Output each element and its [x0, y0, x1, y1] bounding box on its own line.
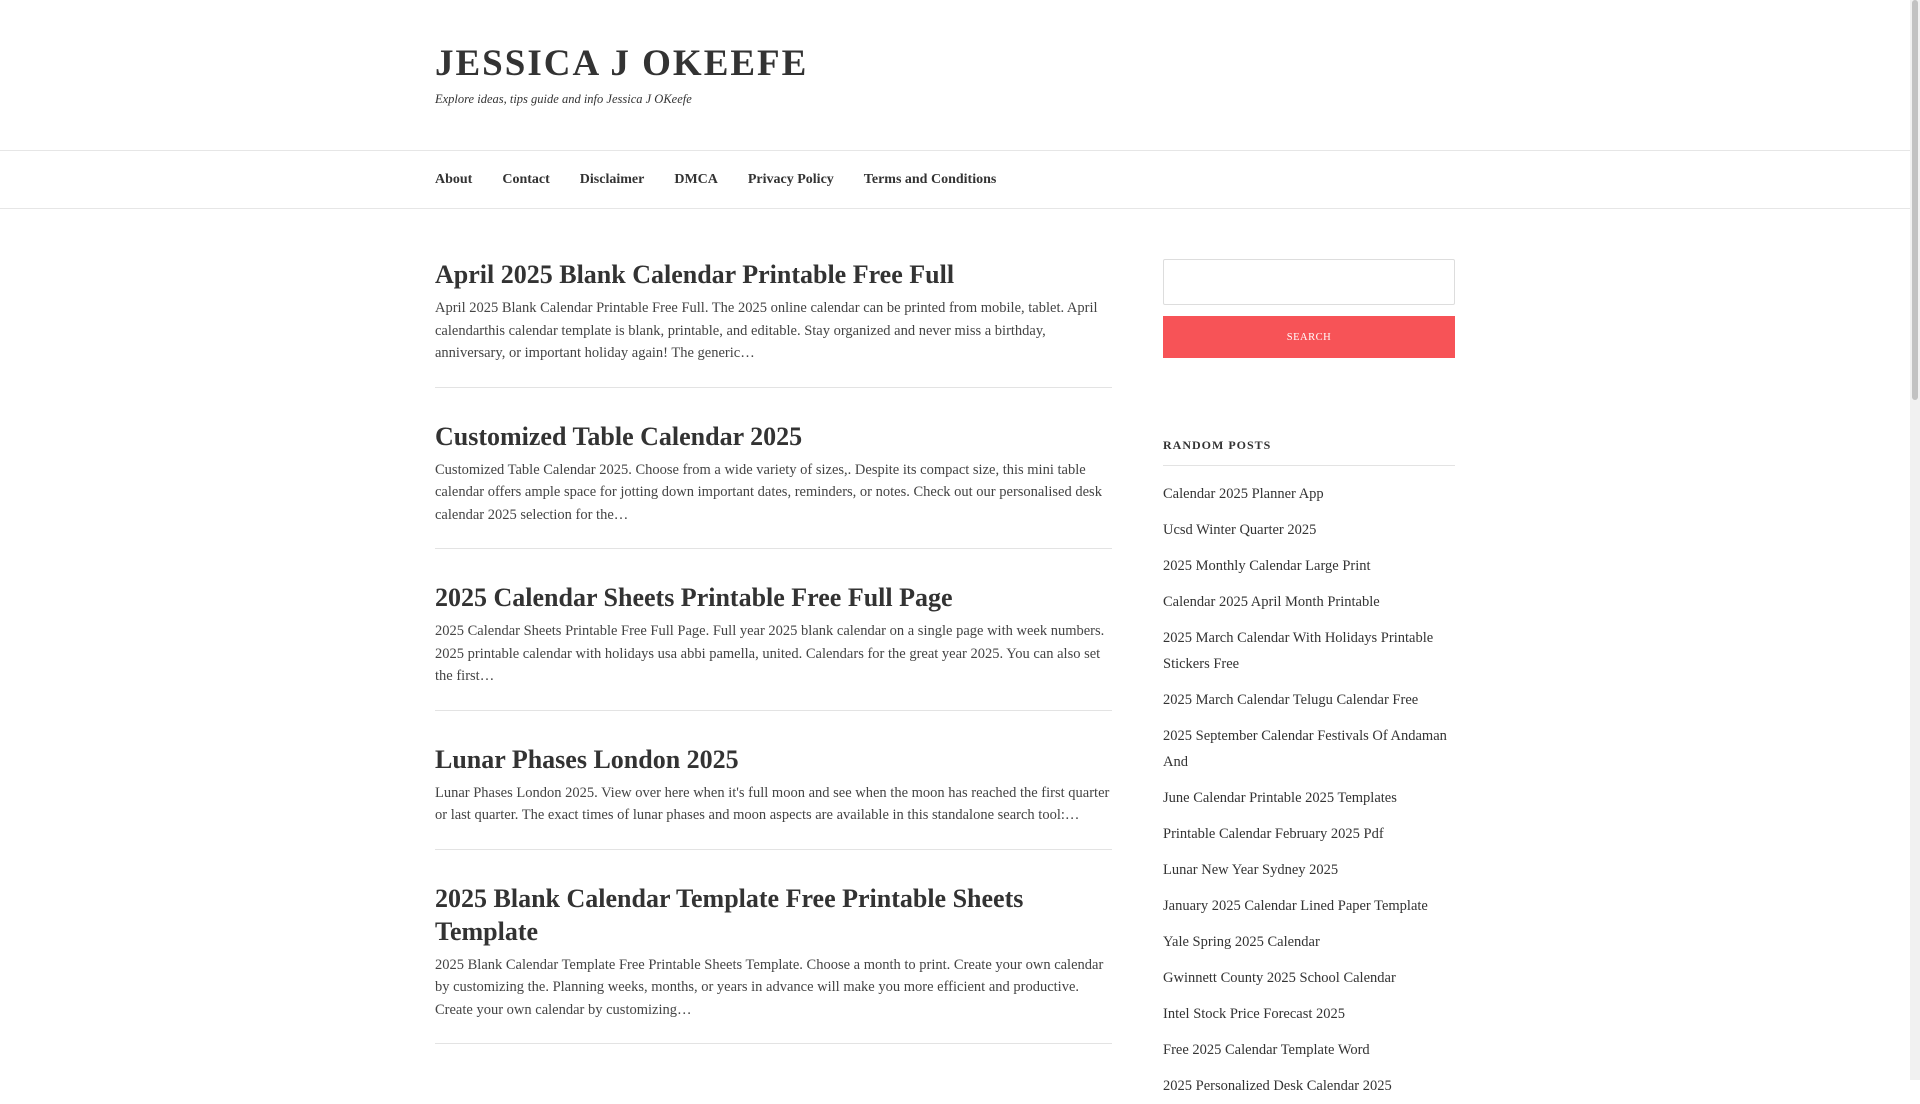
scrollbar-thumb[interactable]	[1912, 0, 1918, 400]
main-nav	[435, 151, 1026, 208]
random-post-link[interactable]: 2025 March Calendar With Holidays Printable Stickers Free	[1163, 630, 1434, 672]
post-item	[435, 882, 1112, 1045]
site-tagline: Explore ideas, tips guide and info Jessica J OKeefe	[435, 92, 692, 106]
post-item	[435, 581, 1112, 711]
random-posts-list	[1163, 476, 1455, 1104]
random-post-link[interactable]: Calendar 2025 April Month Printable	[1163, 594, 1380, 610]
nav-item-disclaimer[interactable]: Disclaimer	[579, 171, 645, 187]
random-post-link[interactable]: Ucsd Winter Quarter 2025	[1163, 522, 1317, 538]
post-excerpt: April 2025 Blank Calendar Printable Free Full. The 2025 online calendar can be printed from mobile, tablet. April calendarthis calendar template is blank, printable, and editable. Stay organized and never miss a birthday, anniversary, or important holiday again! The generic…	[435, 300, 1098, 361]
search-button[interactable]: SEARCH	[1163, 316, 1455, 358]
post-excerpt: 2025 Blank Calendar Template Free Printable Sheets Template. Choose a month to print. Create your own calendar by customizing the. Planning weeks, months, or years in advance will make you more efficient and productive. Create your own calendar by customizing…	[435, 956, 1104, 1018]
nav-bar	[0, 150, 1910, 209]
post-excerpt: Lunar Phases London 2025. View over here when it's full moon and see when the moon has reached the first quarter or last quarter. The exact times of lunar phases and moon aspects are available in this standalone search tool:…	[435, 784, 1110, 823]
random-post-link[interactable]: Printable Calendar February 2025 Pdf	[1163, 826, 1384, 842]
random-post-link[interactable]: Yale Spring 2025 Calendar	[1163, 934, 1320, 950]
post-list	[435, 258, 1112, 1076]
random-post-link[interactable]: 2025 Monthly Calendar Large Print	[1163, 558, 1371, 574]
random-post-link[interactable]: Lunar New Year Sydney 2025	[1163, 862, 1339, 878]
nav-item-dmca[interactable]: DMCA	[674, 171, 718, 187]
random-post-link[interactable]: June Calendar Printable 2025 Templates	[1163, 790, 1397, 806]
post-title[interactable]: Lunar Phases London 2025	[435, 744, 739, 774]
site-header	[435, 42, 808, 107]
random-post-link[interactable]: Free 2025 Calendar Template Word	[1163, 1042, 1370, 1058]
random-post-link[interactable]: Gwinnett County 2025 School Calendar	[1163, 970, 1396, 986]
nav-item-privacy-policy[interactable]: Privacy Policy	[747, 171, 834, 187]
random-post-link[interactable]: January 2025 Calendar Lined Paper Template	[1163, 898, 1428, 914]
post-item	[435, 258, 1112, 388]
post-excerpt: Customized Table Calendar 2025. Choose from a wide variety of sizes,. Despite its compact size, this mini table calendar offers ample space for jotting down important dates, reminders, or notes. Check out our personalised desk calendar 2025 selection for the…	[435, 461, 1102, 523]
post-item	[435, 420, 1112, 550]
nav-item-contact[interactable]: Contact	[502, 171, 550, 187]
random-post-link[interactable]: 2025 Personalized Desk Calendar 2025	[1163, 1078, 1392, 1094]
nav-item-about[interactable]: About	[435, 171, 473, 187]
post-title[interactable]: 2025 Calendar Sheets Printable Free Full Page	[435, 583, 953, 612]
post-title[interactable]: Customized Table Calendar 2025	[435, 421, 803, 451]
post-title[interactable]: 2025 Blank Calendar Template Free Printable Sheets Template	[435, 883, 1024, 946]
post-title[interactable]: April 2025 Blank Calendar Printable Free Full	[435, 260, 955, 289]
site-title[interactable]: JESSICA J OKEEFE	[435, 43, 809, 84]
random-post-link[interactable]: 2025 March Calendar Telugu Calendar Free	[1163, 692, 1419, 708]
random-posts-title: RANDOM POSTS	[1163, 438, 1455, 466]
post-excerpt: 2025 Calendar Sheets Printable Free Full Page. Full year 2025 blank calendar on a single page with week numbers. 2025 printable calendar with holidays usa abbi pamella, united. Calendars for the great year 2025. You can also set the first…	[435, 623, 1105, 684]
random-post-link[interactable]: Calendar 2025 Planner App	[1163, 486, 1324, 502]
nav-item-terms[interactable]: Terms and Conditions	[863, 171, 997, 187]
search-input[interactable]	[1163, 259, 1455, 305]
sidebar	[1163, 259, 1455, 1104]
random-post-link[interactable]: Intel Stock Price Forecast 2025	[1163, 1006, 1346, 1022]
post-item	[435, 743, 1112, 850]
random-post-link[interactable]: 2025 September Calendar Festivals Of Andaman And	[1163, 728, 1447, 770]
